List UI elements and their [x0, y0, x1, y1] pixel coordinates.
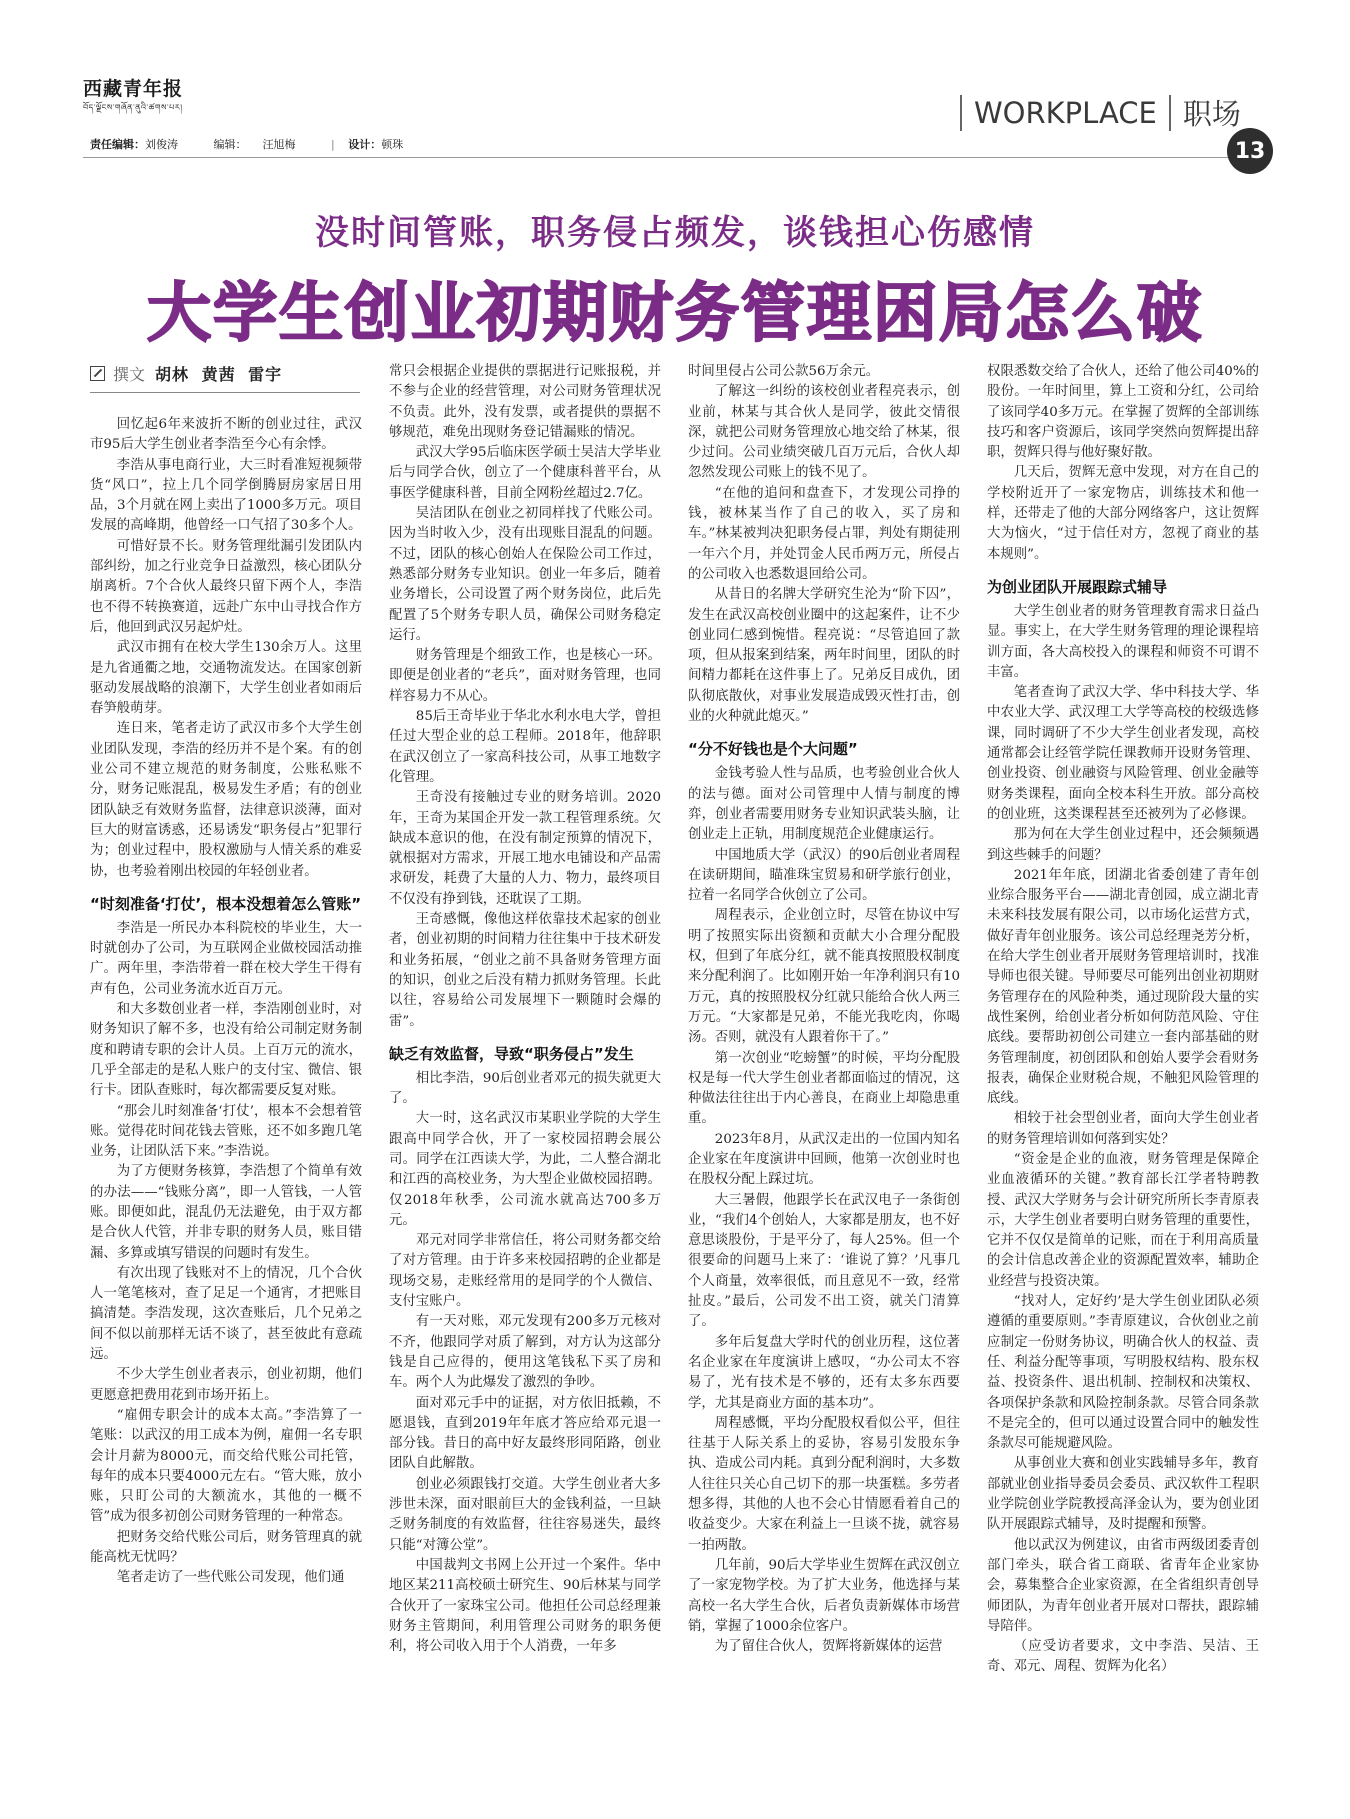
paragraph: 中国地质大学（武汉）的90后创业者周程在读研期间，瞄准珠宝贸易和研学旅行创业，拉着一名同学合伙创立了公司。 — [688, 847, 960, 904]
section-label — [960, 92, 1241, 133]
paragraph: 周程感慨，平均分配股权看似公平，但往往基于人际关系上的妥协，容易引发股东争执、造成公司内耗。真到分配利润时，大多数人往往只关心自己切下的那一块蛋糕。多劳者想多得，其他的人也不会心甘情愿看着自己的收益变少。大家在利益上一旦谈不拢，就容易一拍两散。 — [688, 1415, 960, 1553]
paragraph: 财务管理是个细致工作，也是核心一环。即便是创业者的“老兵”，面对财务管理，也同样容易力不从心。 — [389, 648, 661, 704]
paragraph: 吴洁团队在创业之初同样找了代账公司。因为当时收入少，没有出现账目混乱的问题。不过，团队的核心创始人在保险公司工作过，熟悉部分财务专业知识。创业一年多后，随着业务增长，公司设置了两个财务岗位，此后先配置了5个财务专职人员，确保公司财务稳定运行。 — [389, 506, 661, 643]
paragraph: 创业必须跟钱打交道。大学生创业者大多涉世未深，面对眼前巨大的金钱利益，一旦缺乏财务制度的有效监督，往往容易迷失，最终只能“对簿公堂”。 — [389, 1476, 661, 1553]
section-heading: 缺乏有效监督，导致“职务侵占”发生 — [389, 1044, 634, 1063]
article-column-1 — [90, 415, 362, 1589]
byline-authors: 胡林 黄茜 雷宇 — [155, 365, 283, 384]
paragraph: 武汉市拥有在校大学生130余万人。这里是九省通衢之地，交通物流发达。在国家创新驱动发展战略的浪潮下，大学生创业者如雨后春笋般萌芽。 — [90, 640, 362, 717]
paragraph: 有一天对账，邓元发现有200多万元核对不齐，他跟同学对质了解到，对方认为这部分钱是自己应得的，便用这笔钱私下买了房和车。两个人为此爆发了激烈的争吵。 — [389, 1314, 661, 1391]
paragraph: 中国裁判文书网上公开过一个案件。华中地区某211高校硕士研究生、90后林某与同学合伙开了一家珠宝公司。他担任公司总经理兼财务主管期间，利用管理公司财务的职务便利，将公司收入用于个人消费，一年多 — [389, 1557, 661, 1655]
paragraph: 邓元对同学非常信任，将公司财务都交给了对方管理。由于许多来校园招聘的企业都是现场交易，走账经常用的是同学的个人微信、支付宝账户。 — [389, 1233, 661, 1310]
paragraph: 他以武汉为例建议，由省市两级团委青创部门牵头，联合省工商联、省青年企业家协会，募集整合企业家资源，在全省组织青创导师团队，为青年创业者开展对口帮扶，跟踪辅导陪伴。 — [987, 1537, 1259, 1634]
paragraph: 把财务交给代账公司后，财务管理真的就能高枕无忧吗？ — [90, 1529, 362, 1566]
editor-label: 责任编辑： — [90, 138, 145, 151]
paragraph: 从事创业大赛和创业实践辅导多年，教育部就业创业指导委员会委员、武汉软件工程职业学院创业学院教授高泽金认为，要为创业团队开展跟踪式辅导，及时提醒和预警。 — [987, 1456, 1259, 1533]
paragraph: 相较于社会型创业者，面向大学生创业者的财务管理培训如何落到实处？ — [987, 1111, 1259, 1147]
designer-name: 顿珠 — [381, 138, 404, 151]
pen-icon — [90, 366, 105, 381]
paragraph: 时间里侵占公司公款56万余元。 — [688, 364, 880, 379]
paragraph: 相比李浩，90后创业者邓元的损失就更大了。 — [389, 1070, 661, 1107]
paragraph: 几天后，贺辉无意中发现，对方在自己的学校附近开了一家宠物店，训练技术和他一样，还带走了他的大部分网络客户，这让贺辉大为恼火，“过于信任对方，忽视了商业的基本规则”。 — [987, 465, 1259, 562]
section-label-en: WORKPLACE — [974, 95, 1157, 130]
paragraph: 不少大学生创业者表示，创业初期，他们更愿意把费用花到市场开拓上。 — [90, 1367, 362, 1403]
article-column-2 — [389, 362, 661, 1657]
section-label-cn: 职场 — [1182, 97, 1241, 131]
paragraph: 回忆起6年来波折不断的创业过往，武汉市95后大学生创业者李浩至今心有余悸。 — [90, 417, 362, 453]
paragraph: “在他的追问和盘查下，才发现公司挣的钱，被林某当作了自己的收入，买了房和车。”林某被判决犯职务侵占罪，判处有期徒刑一年六个月，并处罚金人民币两万元，所侵占的公司收入也悉数退回给公司。 — [688, 485, 960, 582]
paragraph: 笔者走访了一些代账公司发现，他们通 — [116, 1570, 345, 1586]
article-column-3 — [688, 362, 960, 1657]
paragraph: 李浩是一所民办本科院校的毕业生，大一时就创办了公司，为互联网企业做校园活动推广。两年里，李浩带着一群在校大学生干得有声有色，公司业务流水近百万元。 — [90, 920, 362, 997]
paragraph: 王奇没有接触过专业的财务培训。2020年，王奇为某国企开发一款工程管理系统。欠缺成本意识的他，在没有制定预算的情况下，就根据对方需求，开展工地水电铺设和产品需求研发，耗费了大量的人力、物力，最终项目不仅没有挣到钱，还耽误了工期。 — [389, 790, 661, 907]
paragraph: 有次出现了钱账对不上的情况，几个合伙人一笔笔核对，查了足足一个通宵，才把账目搞清楚。李浩发现，这次查账后，几个兄弟之间不似以前那样无话不谈了，甚至彼此有意疏远。 — [90, 1265, 362, 1363]
design-label: 设计： — [348, 138, 382, 151]
paragraph: 和大多数创业者一样，李浩刚创业时，对财务知识了解不多，也没有给公司制定财务制度和聘请专职的会计人员。上百万元的流水，几乎全部走的是私人账户的支付宝、微信、银行卡。团队查账时，每次都需要反复对账。 — [90, 1002, 362, 1099]
paragraph: 为了方便财务核算，李浩想了个简单有效的办法——“钱账分离”，即一人管钱，一人管账。即便如此，混乱仍无法避免，由于双方都是合伙人代管，并非专职的财务人员，账目错漏、多算或填写错误的问题时有发生。 — [90, 1164, 362, 1261]
editorial-credits: 责任编辑：刘俊涛 编辑： 汪旭梅 | 设计：顿珠 — [90, 138, 404, 151]
paragraph: 2023年8月，从武汉走出的一位国内知名企业家在年度演讲中回顾，他第一次创业时也在股权分配上踩过坑。 — [688, 1131, 960, 1188]
paragraph: 那为何在大学生创业过程中，还会频频遇到这些棘手的问题？ — [987, 827, 1259, 863]
paragraph: 武汉大学95后临床医学硕士吴洁大学毕业后与同学合伙，创立了一个健康科普平台，从事医学健康科普，目前全网粉丝超过2.7亿。 — [389, 445, 661, 501]
paragraph: 多年后复盘大学时代的创业历程，这位著名企业家在年度演讲上感叹，“办公司太不容易了，光有技术是不够的，还有太多东西要学，尤其是商业方面的基本功”。 — [688, 1334, 960, 1411]
page-number: 13 — [1227, 128, 1273, 174]
newspaper-logo-tibetan: བོད་ལྗོངས་གཞོན་ནུའི་ཚགས་པར། — [83, 103, 183, 112]
section-heading: “时刻准备‘打仗’，根本没想着怎么管账” — [90, 894, 362, 913]
editor-name: 刘俊涛 — [145, 138, 178, 151]
byline-label: 撰文 — [113, 365, 146, 384]
byline-rule — [90, 392, 360, 393]
paragraph: 常只会根据企业提供的票据进行记账报税，并不参与企业的经营管理，对公司财务管理状况不负责。此外，没有发票，或者提供的票据不够规范，难免出现财务登记错漏账的情况。 — [389, 364, 661, 440]
paragraph: 连日来，笔者走访了武汉市多个大学生创业团队发现，李浩的经历并不是个案。有的创业公司不建立规范的财务制度，公账私账不分，财务记账混乱，极易发生矛盾；有的创业团队缺乏有效财务监督，法律意识淡薄，面对巨大的财富诱惑，还易诱发“职务侵占”犯罪行为；创业过程中，股权激励与人情关系的难妥协，也考验着刚出校园的年轻创业者。 — [90, 721, 362, 879]
paragraph: 金钱考验人性与品质，也考验创业合伙人的法与德。面对公司管理中人情与制度的博弈，创业者需要用财务专业知识武装头脑，让创业走上正轨，用制度规范企业健康运行。 — [688, 766, 960, 843]
masthead — [83, 78, 183, 113]
paragraph: 可惜好景不长。财务管理纰漏引发团队内部纠纷，加之行业竞争日益激烈，核心团队分崩离析。7个合伙人最终只留下两个人，李浩也不得不转换赛道，远赴广东中山寻找合作方后，他回到武汉另起炉灶。 — [90, 538, 362, 635]
paragraph: “那会儿时刻准备‘打仗’，根本不会想着管账。觉得花时间花钱去管账，还不如多跑几笔业务，让团队活下来。”李浩说。 — [90, 1103, 362, 1160]
paragraph: 大一时，这名武汉市某职业学院的大学生跟高中同学合伙，开了一家校园招聘会展公司。同学在江西读大学，为此，二人整合湖北和江西的高校业务，为大型企业做校园招聘。仅2018年秋季，公司流水就高达700多万元。 — [389, 1111, 661, 1228]
section-divider — [1169, 95, 1171, 131]
article-subhead: 没时间管账，职务侵占频发，谈钱担心伤感情 — [315, 213, 1035, 253]
byline — [90, 362, 282, 385]
paragraph: 权限悉数交给了合伙人，还给了他公司40%的股份。一年时间里，算上工资和分红，公司给了该同学40多万元。在掌握了贺辉的全部训练技巧和客户资源后，该同学突然向贺辉提出辞职，贺辉只得与他好聚好散。 — [987, 364, 1259, 461]
paragraph: 大三暑假，他跟学长在武汉电子一条街创业，“我们4个创始人，大家都是朋友，也不好意思谈股份，于是平分了，每人25%。但一个很要命的问题马上来了：‘谁说了算？’凡事几个人商量，效率很低，而且意见不一致，经常扯皮。”最后，公司发不出工资，就关门清算了。 — [688, 1192, 960, 1330]
paragraph: 从昔日的名牌大学研究生沦为“阶下囚”，发生在武汉高校创业圈中的这起案件，让不少创业同仁感到惋惜。程亮说：“尽管追回了款项，但从报案到结案，两年时间里，团队的时间精力都耗在这件事上了。兄弟反目成仇，团队彻底散伙，对事业发展造成毁灭性打击，创业的火种就此熄灭。” — [688, 587, 960, 725]
copyeditor-label: 编辑： — [213, 138, 247, 151]
paragraph: 了解这一纠纷的该校创业者程亮表示，创业前，林某与其合伙人是同学，彼此交情很深，就把公司财务管理放心地交给了林某，很少过问。公司业绩突破几百万元后，合伙人却忽然发现公司账上的钱不见了。 — [688, 384, 960, 481]
paragraph: 第一次创业“吃螃蟹”的时候，平均分配股权是每一代大学生创业者都面临过的情况，这种做法往往出于内心善良，在商业上却隐患重重。 — [688, 1050, 960, 1127]
paragraph: 王奇感慨，像他这样依靠技术起家的创业者，创业初期的时间精力往往集中于技术研发和业务拓展，“创业之前不具备财务管理方面的知识，创业之后没有精力抓财务管理。长此以往，容易给公司发展埋下一颗随时会爆的雷”。 — [389, 912, 661, 1029]
paragraph: 笔者查询了武汉大学、华中科技大学、华中农业大学、武汉理工大学等高校的校级选修课，同时调研了不少大学生创业者发现，高校通常都会让经管学院任课教师开设财务管理、创业投资、创业融资与风险管理、创业金融等财务类课程，面向全校本科生开放。部分高校的创业班，这类课程甚至还被列为了必修课。 — [987, 685, 1259, 822]
section-heading: “分不好钱也是个大问题” — [688, 740, 858, 759]
paragraph: 为了留住合伙人，贺辉将新媒体的运营 — [714, 1639, 943, 1655]
paragraph: “找对人，定好约’是大学生创业团队必须遵循的重要原则。”李青原建议，合伙创业之前应制定一份财务协议，明确合伙人的权益、责任、利益分配等事项，写明股权结构、股东权益、投资条件、退出机制、控制权和决策权、各项保护条款和风险控制条款。尽管合同条款不是完全的，但可以通过设置合同中的触发性条款尽可能规避风险。 — [987, 1294, 1259, 1452]
article-column-4 — [987, 362, 1259, 1678]
header-rule — [83, 157, 1267, 158]
paragraph: 面对邓元手中的证据，对方依旧抵赖，不愿退钱，直到2019年年底才答应给邓元退一部分钱。昔日的高中好友最终形同陌路，创业团队自此解散。 — [389, 1395, 661, 1472]
paragraph: 几年前，90后大学毕业生贺辉在武汉创立了一家宠物学校。为了扩大业务，他选择与某高校一名大学生合伙，后者负责新媒体市场营销，掌握了1000余位客户。 — [688, 1557, 960, 1634]
paragraph: 85后王奇毕业于华北水利水电大学，曾担任过大型企业的总工程师。2018年，他辞职在武汉创立了一家高科技公司，从事工地数字化管理。 — [389, 709, 661, 785]
paragraph: “资金是企业的血液，财务管理是保障企业血液循环的关键。”教育部长江学者特聘教授、武汉大学财务与会计研究所所长李青原表示，大学生创业者要明白财务管理的重要性，它并不仅仅是简单的记账，而在于利用高质量的会计信息改善企业的资源配置效率，辅助企业经营与投资决策。 — [987, 1151, 1259, 1289]
paragraph: 李浩从事电商行业，大三时看准短视频带货“风口”，拉上几个同学倒腾厨房家居日用品，3个月就在网上卖出了1000多万元。项目发展的高峰期，他曾经一口气招了30多个人。 — [90, 457, 362, 534]
newspaper-logo: 西藏青年报 — [83, 78, 184, 100]
copyeditor-name: 汪旭梅 — [262, 138, 296, 151]
paragraph: 2021年年底，团湖北省委创建了青年创业综合服务平台——湖北青创园，成立湖北青未来科技发展有限公司，以市场化运营方式，做好青年创业服务。该公司总经理尧芳分析，在给大学生创业者开展财务管理培训时，找准导师也很关键。导师要尽可能列出创业初期财务管理存在的风险种类，通过现阶段大量的实战性案例，给创业者分析如何防范风险、守住底线。要帮助初创公司建立一套内部基础的财务管理制度，初创团队和创始人要学会看财务报表，确保企业财税合规，不触犯风险管理的底线。 — [987, 867, 1259, 1107]
paragraph: （应受访者要求，文中李浩、吴洁、王奇、邓元、周程、贺辉为化名） — [987, 1639, 1259, 1675]
paragraph: “雇佣专职会计的成本太高。”李浩算了一笔账：以武汉的用工成本为例，雇佣一名专职会计月薪为8000元，而交给代账公司托管，每年的成本只要4000元左右。“管大账，放小账，只盯公司的大额流水，其他的一概不管”成为很多初创公司财务管理的一种常态。 — [90, 1407, 362, 1525]
paragraph: 周程表示，企业创立时，尽管在协议中写明了按照实际出资额和贡献大小合理分配股权，但到了年底分红，就不能真按照股权制度来分配利润了。比如刚开始一年净利润只有10万元，真的按照股权分红就只能给合伙人两三万元。“大家都是兄弟，不能光我吃肉，你喝汤。否则，就没有人跟着你干了。” — [688, 908, 960, 1046]
section-heading: 为创业团队开展跟踪式辅导 — [987, 577, 1168, 596]
paragraph: 大学生创业者的财务管理教育需求日益凸显。事实上，在大学生财务管理的理论课程培训方面，各大高校投入的课程和师资不可谓不丰富。 — [987, 603, 1259, 680]
article-headline: 大学生创业初期财务管理困局怎么破 — [147, 277, 1203, 351]
section-divider — [960, 95, 962, 131]
